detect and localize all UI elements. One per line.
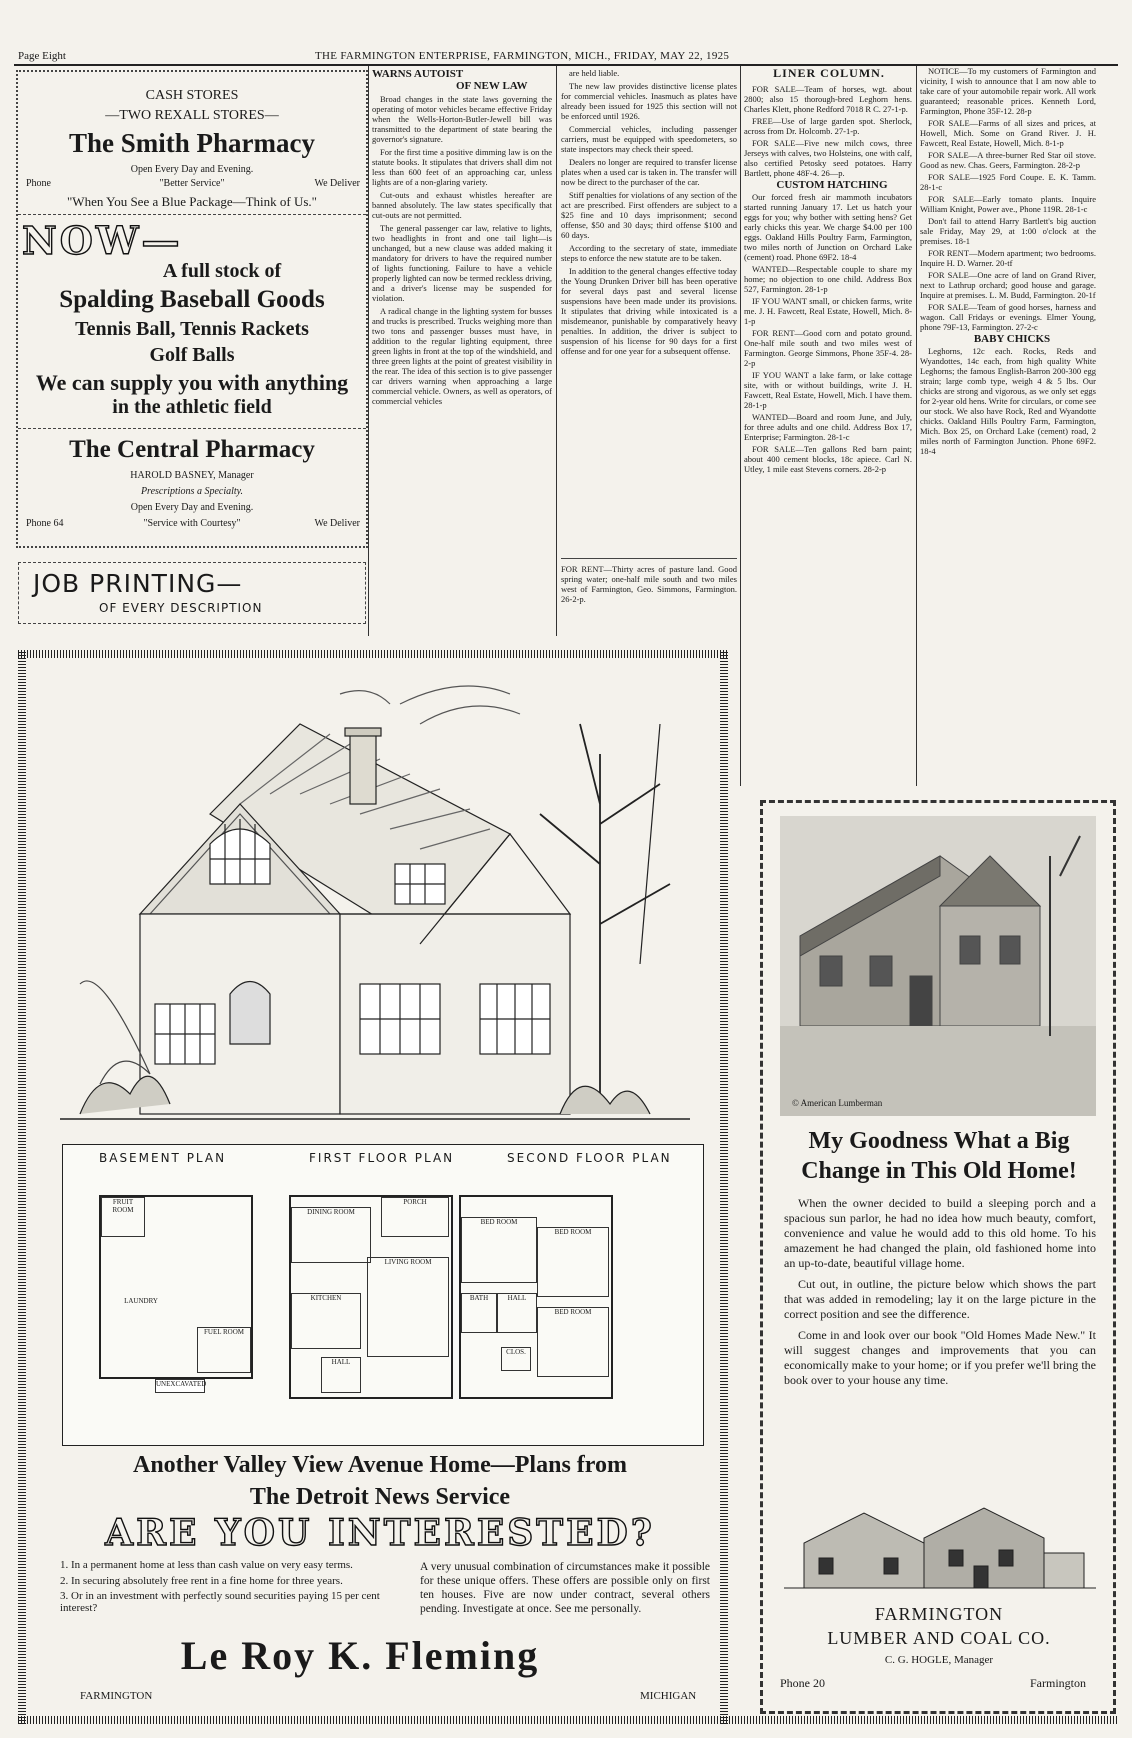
offer-item: 1. In a permanent home at less than cash value on very easy terms. xyxy=(60,1559,353,1571)
article-para: Stiff penalties for violations of any section of the act are prescribed. First offenders are subject to a $25 fine and 10 days imprisonment; second offense, $50 and 30 days; third offense $100 and 60 days. xyxy=(561,190,737,240)
article-column-2 xyxy=(561,68,737,556)
liner-ad: Don't fail to attend Harry Bartlett's big auction sale Friday, May 29, at 1:00 o'clock at the premises. 18-1 xyxy=(920,216,1096,246)
liner-ad: WANTED—Respectable couple to share my home; no objection to one child. Address Box 527, Farmington. 28-1-p xyxy=(744,264,912,294)
basement-plan-label: BASEMENT PLAN xyxy=(99,1151,227,1165)
floor-plans xyxy=(62,1144,704,1446)
job-printing-ad xyxy=(18,562,366,624)
column-rule xyxy=(916,66,917,786)
full-stock: A full stock of xyxy=(162,260,282,282)
job-printing-sub: OF EVERY DESCRIPTION xyxy=(99,601,263,615)
masthead: THE FARMINGTON ENTERPRISE, FARMINGTON, MICH., FRIDAY, MAY 22, 1925 xyxy=(315,50,730,62)
room-bed: BED ROOM xyxy=(461,1217,537,1283)
column-rule xyxy=(556,66,557,636)
supply-line1: We can supply you with anything xyxy=(35,370,349,395)
smith-hours: Open Every Day and Evening. xyxy=(130,164,254,175)
page-number: Page Eight xyxy=(18,50,66,62)
article-para: According to the secretary of state, immediate steps to enforce the new statute are to be taken. xyxy=(561,243,737,263)
fleming-headline1: Another Valley View Avenue Home—Plans from xyxy=(133,1452,627,1478)
lumber-para: When the owner decided to build a sleeping porch and a spacious sun parlor, he had no idea how much beauty, comfort, convenience and value he would add to this old home. To his amazement he had changed the plain, old fashioned home into an up-to-date, beautiful village home. xyxy=(784,1196,1096,1270)
room-closet: CLOS. xyxy=(501,1347,531,1371)
second-floor-plan-label: SECOND FLOOR PLAN xyxy=(507,1151,672,1165)
liner-ad: FOR SALE—1925 Ford Coupe. E. K. Tamm. 28-1-c xyxy=(920,172,1096,192)
room-porch: PORCH xyxy=(381,1197,449,1237)
liner-ad: FOR RENT—Modern apartment; two bedrooms. Inquire H. D. Warner. 20-tf xyxy=(920,248,1096,268)
liner-ad: FOR SALE—A three-burner Red Star oil stove. Good as new. Chas. Geers, Farmington. 28-2-p xyxy=(920,150,1096,170)
article-para: The new law provides distinctive license plates for commercial vehicles. Inasmuch as plates have already been issued for 1925 this section will not be enforced until 1926. xyxy=(561,81,737,121)
lumber-phone: Phone 20 xyxy=(780,1676,825,1690)
border-stripe xyxy=(18,650,728,658)
now-heading: NOW— xyxy=(22,218,183,263)
liner-ad: IF YOU WANT small, or chicken farms, write me. J. H. Fawcett, Real Estate, Howell, Mich. 8-1-p xyxy=(744,296,912,326)
article-para: are held liable. xyxy=(569,68,620,78)
offer-item: 3. Or in an investment with perfectly sound securities paying 15 per cent interest? xyxy=(60,1590,380,1614)
room-bath: BATH xyxy=(461,1293,497,1333)
copyright: © American Lumberman xyxy=(792,1098,883,1108)
divider xyxy=(18,214,366,215)
room-dining: DINING ROOM xyxy=(291,1207,371,1263)
room-hall: HALL xyxy=(497,1293,537,1333)
fleming-headline2: The Detroit News Service xyxy=(249,1484,511,1510)
lumber-manager: C. G. HOGLE, Manager xyxy=(884,1654,994,1666)
article-column-1 xyxy=(372,94,552,636)
central-deliver: We Deliver xyxy=(314,518,360,529)
article-para: Cut-outs and exhaust whistles hereafter are banned absolutely. The law states specifically that cut-outs are not permitted. xyxy=(372,190,552,220)
first-floor-outline xyxy=(289,1195,453,1399)
room-laundry: LAUNDRY xyxy=(124,1297,158,1305)
for-rent-pasture: FOR RENT—Thirty acres of pasture land. Good spring water; one-half mile south and two miles west of Farmington, Geo. Simmons, Farmington. 26-2-p. xyxy=(561,564,737,604)
article-para: A radical change in the lighting system for busses and trucks is prescribed. Trucks weighing more than two tons and passenger busses must have, in addition to the regular lighting equipment, three green lights in front at the top of the windshield, and three green lights at the point of greatest visibility in the rear. The idea of this section is to give passenger car drivers warning when approaching a large commercial vehicle. Owners, as well as operators, of commercial vehicles xyxy=(372,306,552,406)
room-living: LIVING ROOM xyxy=(367,1257,449,1357)
room-bed: BED ROOM xyxy=(537,1227,609,1297)
smith-service: "Better Service" xyxy=(159,178,225,189)
liner-right xyxy=(920,66,1096,786)
room-fuel: FUEL ROOM xyxy=(197,1327,251,1373)
golf: Golf Balls xyxy=(149,344,235,366)
spalding: Spalding Baseball Goods xyxy=(59,286,325,313)
old-house-photo xyxy=(780,816,1096,1116)
smith-pharmacy-name: The Smith Pharmacy xyxy=(69,128,315,158)
lumber-headline1: My Goodness What a Big xyxy=(808,1128,1070,1154)
job-printing-title: JOB PRINTING— xyxy=(33,569,243,598)
divider xyxy=(18,428,366,429)
pharmacy-ad xyxy=(16,70,368,548)
lumber-headline2: Change in This Old Home! xyxy=(801,1158,1077,1184)
divider xyxy=(561,558,737,559)
liner-ad: FOR SALE—Team of horses, wgt. about 2800; also 15 thorough-bred Leghorn hens. Charles Klett, phone Redford 7018 R C. 27-1-p. xyxy=(744,84,912,114)
liner-left xyxy=(744,84,912,784)
border-stripe xyxy=(18,650,26,1724)
offer-item: 2. In securing absolutely free rent in a fine home for three years. xyxy=(60,1574,343,1587)
liner-ad: WANTED—Board and room June, and July, for three adults and one child. Address Box 17, Enterprise; Farmington. 28-1-c xyxy=(744,412,912,442)
border-stripe xyxy=(720,650,728,1724)
article-para: Dealers no longer are required to transfer license plates when a used car is taken in. The transfer will now be direct to the purchaser of the car. xyxy=(561,157,737,187)
rexall: —TWO REXALL STORES— xyxy=(105,108,279,123)
article-para: The general passenger car law, relative to lights, two headlights in front and one tail light—is unchanged, but a new clause was added making it mandatory for drivers to have the required number of lights functioning. Failure to have a vehicle properly lighted can now be termed reckless driving, and a driver's license may be suspended for violation. xyxy=(372,223,552,303)
liner-ad: FOR RENT—Good corn and potato ground. One-half mile south and two miles west of Farmington. George Simmons, Phone 35F-4. 28-2-p xyxy=(744,328,912,368)
fleming-city: FARMINGTON xyxy=(80,1690,153,1702)
article-para: For the first time a positive dimming law is on the statute books. It stipulates that drivers shall dim not less than 600 feet of an approaching car, unless lights are of a non-glaring variety. xyxy=(372,147,552,187)
lumber-body xyxy=(784,1196,1096,1388)
central-open: Open Every Day and Evening. xyxy=(130,502,254,513)
liner-ad: FOR SALE—Team of good horses, harness and wagon. Call Fridays or evenings. Elmer Young, phone 79F-13, Farmington. 27-2-c xyxy=(920,302,1096,332)
liner-ad: NOTICE—To my customers of Farmington and vicinity, I wish to announce that I am now able to take care of your automobile repair work. All work guaranteed; reasonable prices. Kenneth Lord, Farmington, Phone 35F-12. 28-p xyxy=(920,66,1096,116)
central-prescriptions: Prescriptions a Specialty. xyxy=(140,486,244,497)
lumber-city: Farmington xyxy=(1030,1676,1086,1690)
liner-ad: FOR SALE—Five new milch cows, three Jerseys with calves, two Holsteins, one with calf, also certified Petosky seed potatoes. Harry Bartlett, phone 48F-4. 26—p. xyxy=(744,138,912,178)
column-rule xyxy=(740,66,741,786)
lumber-company2: LUMBER AND COAL CO. xyxy=(827,1628,1051,1648)
liner-ad: FOR SALE—One acre of land on Grand River, next to Lathrup orchard; good house and garage. Inquire at premises. L. M. Budd, Farmington. 20-1f xyxy=(920,270,1096,300)
basement-outline xyxy=(99,1195,253,1379)
liner-ad: Leghorns, 12c each. Rocks, Reds and Wyandottes, 14c each, from high quality White Leghorns; the famous English-Barron 200-300 egg strain; large comb type, weigh 4 & 5 lbs. Our chicks are strong and vigorous, as we only set eggs for 2-year old hens. Write for circulars, or come see our stock. We also have Rock, Red and Wyandotte chicks. Oakland Hills Poultry Farm, Farmington, Mich. Box 25, on Orchard Lake (cement) road, 2 miles north of Farmington Junction. Phone 69F2. 18-4 xyxy=(920,346,1096,456)
article-headline1: WARNS AUTOIST xyxy=(372,68,464,80)
room-hall: HALL xyxy=(321,1357,361,1393)
supply-line2: in the athletic field xyxy=(112,396,272,418)
central-courtesy: "Service with Courtesy" xyxy=(143,518,241,529)
central-pharmacy-name: The Central Pharmacy xyxy=(69,436,315,463)
liner-title: LINER COLUMN. xyxy=(773,66,885,80)
smith-phone: Phone xyxy=(26,178,51,189)
central-phone: Phone 64 xyxy=(26,518,64,529)
liner-ad: FOR SALE—Early tomato plants. Inquire William Knight, Power ave., Phone 119R. 28-1-c xyxy=(920,194,1096,214)
smith-deliver: We Deliver xyxy=(314,178,360,189)
room-bed: BED ROOM xyxy=(537,1307,609,1377)
room-kitchen: KITCHEN xyxy=(291,1293,361,1349)
lumber-para: Come in and look over our book "Old Homes Made New." It will suggest changes and improvements that you can economically make to your home; or if you prefer we'll bring the book over to your house any time. xyxy=(784,1328,1096,1387)
smith-slogan: "When You See a Blue Package—Think of Us." xyxy=(67,194,317,209)
tennis: Tennis Ball, Tennis Rackets xyxy=(75,318,309,340)
liner-ad: FREE—Use of large garden spot. Sherlock, across from Dr. Holcomb. 27-1-p. xyxy=(744,116,912,136)
liner-ad: FOR SALE—Ten gallons Red barn paint; about 400 cement blocks, 18c apiece. Carl N. Utley, 1 mile east Stevens corners. 28-2-p xyxy=(744,444,912,474)
central-manager: HAROLD BASNEY, Manager xyxy=(130,470,254,481)
cash-stores: CASH STORES xyxy=(145,88,239,103)
liner-ad: FOR SALE—Farms of all sizes and prices, at Howell, Mich. Some on Grand River. J. H. Fawcett, Real Estate, Howell, Mich. 8-1-p xyxy=(920,118,1096,148)
border-stripe xyxy=(18,1716,1118,1724)
column-rule xyxy=(368,66,369,636)
lumber-company1: FARMINGTON xyxy=(874,1604,1004,1624)
room-unexcavated: UNEXCAVATED xyxy=(155,1379,205,1393)
article-para: In addition to the general changes effective today the Young Drunken Driver bill has been operative for several days past and several license suspensions have been made under its provisions. It stipulates that driving while intoxicated is a misdemeanor, punishable by comparatively heavy penalties. In addition, the driver is subject to suspension of his license for 90 days for a first offense and for one year for a subsequent offense. xyxy=(561,266,737,356)
fleming-state: MICHIGAN xyxy=(640,1690,697,1702)
fleming-name: Le Roy K. Fleming xyxy=(180,1633,540,1678)
remodeled-house-cutout xyxy=(784,1488,1096,1598)
liner-ad: Our forced fresh air mammoth incubators started running January 17. Let us hatch your eggs for you; why bother with setting hens? Get early chicks this year. We charge $4.00 per 100 eggs. Oakland Hills Poultry Farm, Farmington, two miles north of Junction on Orchard Lake (cement) road. Phone 69F2. 18-4 xyxy=(744,192,912,262)
are-you-interested: ARE YOU INTERESTED? xyxy=(105,1512,655,1554)
second-floor-outline xyxy=(459,1195,613,1399)
fleming-offers xyxy=(60,1560,390,1614)
lumber-para: Cut out, in outline, the picture below which shows the part that was added in remodeling; lay it on the large picture in the correct position and see the difference. xyxy=(784,1277,1096,1321)
fleming-right-text: A very unusual combination of circumstances make it possible for these unique offers. These offers are possible only on first ten houses. Five are now under contract, several others pending. Investigate at once. See me personally. xyxy=(420,1561,710,1615)
article-para: Commercial vehicles, including passenger carriers, must be equipped with speedometers, so state inspectors may check their speed. xyxy=(561,124,737,154)
baby-chicks-heading: BABY CHICKS xyxy=(973,333,1051,345)
article-headline2: OF NEW LAW xyxy=(456,80,528,92)
first-floor-plan-label: FIRST FLOOR PLAN xyxy=(309,1151,455,1165)
article-para: Broad changes in the state laws governing the operating of motor vehicles became effective Friday when the Wells-Horton-Butler-Jewell bill was transmitted to the department of state bearing the governor's signature. xyxy=(372,94,552,144)
liner-ad: IF YOU WANT a lake farm, or lake cottage site, with or without buildings, write J. H. Fawcett, Real Estate, Howell, Mich. I have them. 28-1-p xyxy=(744,370,912,410)
room-fruit: FRUIT ROOM xyxy=(101,1197,145,1237)
custom-hatching-heading: CUSTOM HATCHING xyxy=(776,179,888,191)
house-illustration xyxy=(40,664,710,1134)
